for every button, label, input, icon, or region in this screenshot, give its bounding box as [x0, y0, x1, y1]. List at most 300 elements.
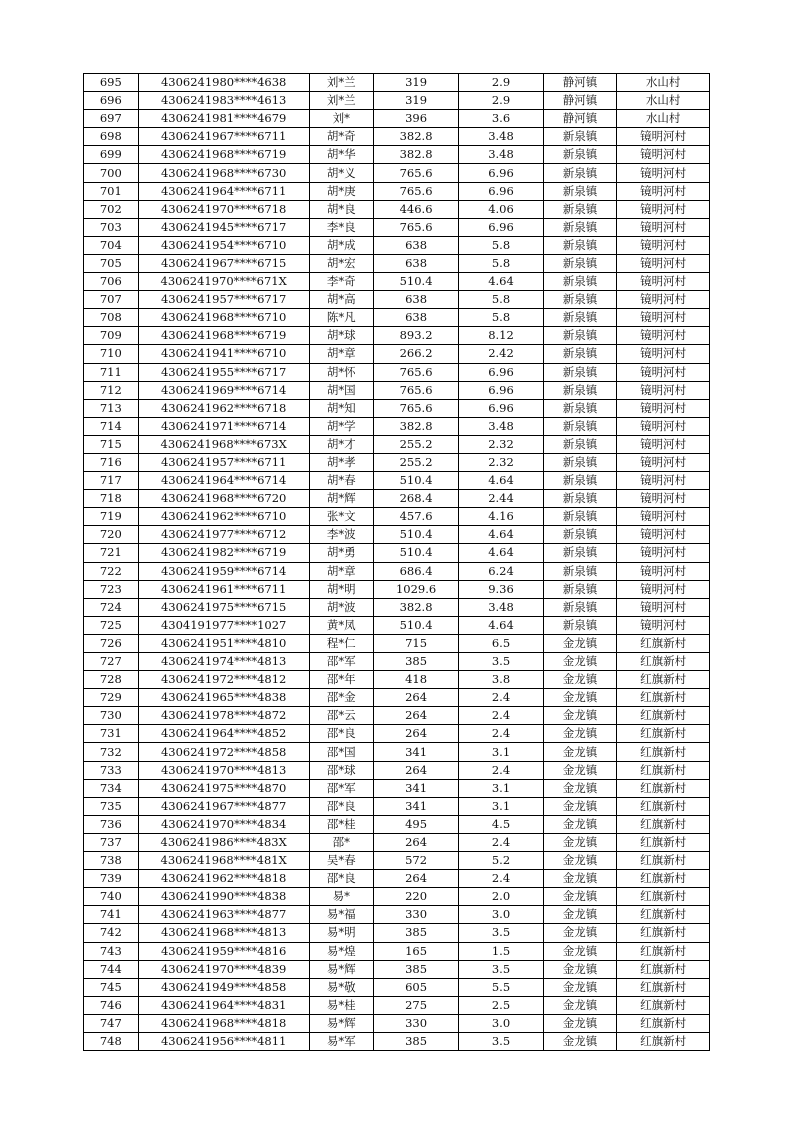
person-name-cell: 邵*金 — [309, 689, 373, 707]
person-name-cell: 邵*年 — [309, 671, 373, 689]
id-number-cell: 4306241967****6715 — [138, 254, 309, 272]
row-number-cell: 738 — [84, 852, 139, 870]
amount-cell: 275 — [373, 996, 459, 1014]
id-number-cell: 4306241975****6715 — [138, 598, 309, 616]
table-row — [84, 472, 710, 490]
id-number-cell: 4306241949****4858 — [138, 978, 309, 996]
data-table — [83, 73, 710, 1051]
village-cell: 红旗新村 — [617, 888, 710, 906]
person-name-cell: 李*波 — [309, 526, 373, 544]
amount-cell: 638 — [373, 309, 459, 327]
amount-cell: 385 — [373, 1032, 459, 1050]
area-cell: 2.4 — [459, 689, 543, 707]
village-cell: 红旗新村 — [617, 1032, 710, 1050]
amount-cell: 382.8 — [373, 128, 459, 146]
person-name-cell: 刘* — [309, 110, 373, 128]
table-row — [84, 888, 710, 906]
amount-cell: 765.6 — [373, 164, 459, 182]
area-cell: 2.4 — [459, 761, 543, 779]
id-number-cell: 4306241957****6717 — [138, 291, 309, 309]
town-cell: 静河镇 — [543, 110, 617, 128]
id-number-cell: 4306241986****483X — [138, 833, 309, 851]
amount-cell: 765.6 — [373, 218, 459, 236]
amount-cell: 446.6 — [373, 200, 459, 218]
area-cell: 1.5 — [459, 942, 543, 960]
table-row — [84, 598, 710, 616]
village-cell: 红旗新村 — [617, 942, 710, 960]
row-number-cell: 736 — [84, 815, 139, 833]
person-name-cell: 胡*成 — [309, 236, 373, 254]
id-number-cell: 4306241970****671X — [138, 273, 309, 291]
row-number-cell: 740 — [84, 888, 139, 906]
table-row — [84, 653, 710, 671]
id-number-cell: 4306241967****6711 — [138, 128, 309, 146]
town-cell: 新泉镇 — [543, 200, 617, 218]
id-number-cell: 4306241945****6717 — [138, 218, 309, 236]
town-cell: 金龙镇 — [543, 761, 617, 779]
amount-cell: 495 — [373, 815, 459, 833]
amount-cell: 264 — [373, 870, 459, 888]
town-cell: 新泉镇 — [543, 526, 617, 544]
table-row — [84, 526, 710, 544]
row-number-cell: 703 — [84, 218, 139, 236]
village-cell: 红旗新村 — [617, 797, 710, 815]
village-cell: 镜明河村 — [617, 435, 710, 453]
town-cell: 金龙镇 — [543, 833, 617, 851]
table-row — [84, 164, 710, 182]
area-cell: 5.5 — [459, 978, 543, 996]
village-cell: 镜明河村 — [617, 598, 710, 616]
person-name-cell: 胡*华 — [309, 146, 373, 164]
id-number-cell: 4306241956****4811 — [138, 1032, 309, 1050]
person-name-cell: 李*奇 — [309, 273, 373, 291]
village-cell: 镜明河村 — [617, 273, 710, 291]
area-cell: 6.96 — [459, 164, 543, 182]
amount-cell: 382.8 — [373, 417, 459, 435]
area-cell: 2.4 — [459, 870, 543, 888]
amount-cell: 765.6 — [373, 363, 459, 381]
amount-cell: 418 — [373, 671, 459, 689]
person-name-cell: 胡*章 — [309, 345, 373, 363]
town-cell: 新泉镇 — [543, 490, 617, 508]
row-number-cell: 723 — [84, 580, 139, 598]
row-number-cell: 716 — [84, 453, 139, 471]
village-cell: 镜明河村 — [617, 544, 710, 562]
town-cell: 静河镇 — [543, 92, 617, 110]
area-cell: 3.8 — [459, 671, 543, 689]
village-cell: 镜明河村 — [617, 309, 710, 327]
amount-cell: 510.4 — [373, 616, 459, 634]
town-cell: 新泉镇 — [543, 146, 617, 164]
table-row — [84, 634, 710, 652]
amount-cell: 264 — [373, 725, 459, 743]
amount-cell: 638 — [373, 236, 459, 254]
id-number-cell: 4306241970****4813 — [138, 761, 309, 779]
row-number-cell: 721 — [84, 544, 139, 562]
area-cell: 6.96 — [459, 381, 543, 399]
town-cell: 金龙镇 — [543, 797, 617, 815]
id-number-cell: 4306241972****4812 — [138, 671, 309, 689]
person-name-cell: 黄*凤 — [309, 616, 373, 634]
village-cell: 水山村 — [617, 92, 710, 110]
area-cell: 2.9 — [459, 92, 543, 110]
amount-cell: 264 — [373, 761, 459, 779]
town-cell: 静河镇 — [543, 74, 617, 92]
area-cell: 2.42 — [459, 345, 543, 363]
area-cell: 5.8 — [459, 236, 543, 254]
area-cell: 2.5 — [459, 996, 543, 1014]
row-number-cell: 742 — [84, 924, 139, 942]
area-cell: 3.0 — [459, 1014, 543, 1032]
town-cell: 新泉镇 — [543, 218, 617, 236]
amount-cell: 330 — [373, 906, 459, 924]
id-number-cell: 4306241968****4813 — [138, 924, 309, 942]
village-cell: 镜明河村 — [617, 562, 710, 580]
table-row — [84, 996, 710, 1014]
area-cell: 3.0 — [459, 906, 543, 924]
id-number-cell: 4306241961****6711 — [138, 580, 309, 598]
id-number-cell: 4306241964****4852 — [138, 725, 309, 743]
table-row — [84, 363, 710, 381]
person-name-cell: 胡*宏 — [309, 254, 373, 272]
person-name-cell: 李*良 — [309, 218, 373, 236]
id-number-cell: 4306241971****6714 — [138, 417, 309, 435]
village-cell: 镜明河村 — [617, 508, 710, 526]
area-cell: 2.44 — [459, 490, 543, 508]
row-number-cell: 707 — [84, 291, 139, 309]
id-number-cell: 4306241964****4831 — [138, 996, 309, 1014]
person-name-cell: 胡*明 — [309, 580, 373, 598]
area-cell: 5.8 — [459, 254, 543, 272]
table-row — [84, 381, 710, 399]
id-number-cell: 4306241974****4813 — [138, 653, 309, 671]
id-number-cell: 4304191977****1027 — [138, 616, 309, 634]
person-name-cell: 邵*良 — [309, 725, 373, 743]
village-cell: 镜明河村 — [617, 327, 710, 345]
village-cell: 红旗新村 — [617, 761, 710, 779]
id-number-cell: 4306241968****673X — [138, 435, 309, 453]
person-name-cell: 胡*义 — [309, 164, 373, 182]
person-name-cell: 邵*桂 — [309, 815, 373, 833]
row-number-cell: 743 — [84, 942, 139, 960]
town-cell: 新泉镇 — [543, 164, 617, 182]
person-name-cell: 邵*良 — [309, 797, 373, 815]
village-cell: 红旗新村 — [617, 833, 710, 851]
area-cell: 6.96 — [459, 399, 543, 417]
amount-cell: 266.2 — [373, 345, 459, 363]
town-cell: 新泉镇 — [543, 236, 617, 254]
table-row — [84, 960, 710, 978]
id-number-cell: 4306241951****4810 — [138, 634, 309, 652]
amount-cell: 382.8 — [373, 598, 459, 616]
town-cell: 金龙镇 — [543, 815, 617, 833]
id-number-cell: 4306241968****6730 — [138, 164, 309, 182]
table-row — [84, 508, 710, 526]
person-name-cell: 邵*军 — [309, 653, 373, 671]
person-name-cell: 胡*奇 — [309, 128, 373, 146]
table-row — [84, 725, 710, 743]
row-number-cell: 731 — [84, 725, 139, 743]
village-cell: 红旗新村 — [617, 870, 710, 888]
area-cell: 3.48 — [459, 598, 543, 616]
amount-cell: 396 — [373, 110, 459, 128]
town-cell: 新泉镇 — [543, 273, 617, 291]
row-number-cell: 712 — [84, 381, 139, 399]
row-number-cell: 700 — [84, 164, 139, 182]
row-number-cell: 696 — [84, 92, 139, 110]
table-row — [84, 779, 710, 797]
amount-cell: 382.8 — [373, 146, 459, 164]
id-number-cell: 4306241965****4838 — [138, 689, 309, 707]
village-cell: 红旗新村 — [617, 671, 710, 689]
person-name-cell: 胡*章 — [309, 562, 373, 580]
id-number-cell: 4306241970****4834 — [138, 815, 309, 833]
person-name-cell: 易*明 — [309, 924, 373, 942]
town-cell: 新泉镇 — [543, 381, 617, 399]
area-cell: 2.0 — [459, 888, 543, 906]
amount-cell: 385 — [373, 653, 459, 671]
amount-cell: 165 — [373, 942, 459, 960]
amount-cell: 255.2 — [373, 453, 459, 471]
amount-cell: 341 — [373, 779, 459, 797]
row-number-cell: 746 — [84, 996, 139, 1014]
amount-cell: 330 — [373, 1014, 459, 1032]
row-number-cell: 706 — [84, 273, 139, 291]
village-cell: 镜明河村 — [617, 146, 710, 164]
amount-cell: 510.4 — [373, 273, 459, 291]
village-cell: 红旗新村 — [617, 653, 710, 671]
amount-cell: 893.2 — [373, 327, 459, 345]
person-name-cell: 陈*凡 — [309, 309, 373, 327]
person-name-cell: 胡*勇 — [309, 544, 373, 562]
town-cell: 新泉镇 — [543, 291, 617, 309]
village-cell: 镜明河村 — [617, 345, 710, 363]
area-cell: 6.24 — [459, 562, 543, 580]
town-cell: 金龙镇 — [543, 707, 617, 725]
person-name-cell: 易*桂 — [309, 996, 373, 1014]
area-cell: 3.1 — [459, 743, 543, 761]
village-cell: 红旗新村 — [617, 725, 710, 743]
town-cell: 金龙镇 — [543, 852, 617, 870]
row-number-cell: 745 — [84, 978, 139, 996]
village-cell: 镜明河村 — [617, 218, 710, 236]
village-cell: 红旗新村 — [617, 996, 710, 1014]
id-number-cell: 4306241968****6719 — [138, 327, 309, 345]
table-row — [84, 200, 710, 218]
amount-cell: 264 — [373, 833, 459, 851]
town-cell: 新泉镇 — [543, 435, 617, 453]
village-cell: 镜明河村 — [617, 236, 710, 254]
row-number-cell: 744 — [84, 960, 139, 978]
id-number-cell: 4306241954****6710 — [138, 236, 309, 254]
town-cell: 金龙镇 — [543, 906, 617, 924]
person-name-cell: 胡*球 — [309, 327, 373, 345]
area-cell: 2.4 — [459, 707, 543, 725]
id-number-cell: 4306241964****6714 — [138, 472, 309, 490]
village-cell: 红旗新村 — [617, 779, 710, 797]
area-cell: 3.48 — [459, 146, 543, 164]
row-number-cell: 730 — [84, 707, 139, 725]
row-number-cell: 739 — [84, 870, 139, 888]
village-cell: 镜明河村 — [617, 417, 710, 435]
area-cell: 3.5 — [459, 1032, 543, 1050]
amount-cell: 268.4 — [373, 490, 459, 508]
row-number-cell: 695 — [84, 74, 139, 92]
town-cell: 金龙镇 — [543, 634, 617, 652]
row-number-cell: 704 — [84, 236, 139, 254]
row-number-cell: 728 — [84, 671, 139, 689]
person-name-cell: 邵*良 — [309, 870, 373, 888]
id-number-cell: 4306241968****6710 — [138, 309, 309, 327]
row-number-cell: 705 — [84, 254, 139, 272]
table-body — [84, 74, 710, 1051]
amount-cell: 638 — [373, 291, 459, 309]
amount-cell: 572 — [373, 852, 459, 870]
area-cell: 3.5 — [459, 960, 543, 978]
id-number-cell: 4306241963****4877 — [138, 906, 309, 924]
table-row — [84, 815, 710, 833]
table-row — [84, 327, 710, 345]
village-cell: 镜明河村 — [617, 472, 710, 490]
table-row — [84, 345, 710, 363]
table-row — [84, 92, 710, 110]
area-cell: 4.64 — [459, 472, 543, 490]
person-name-cell: 胡*怀 — [309, 363, 373, 381]
amount-cell: 341 — [373, 797, 459, 815]
table-row — [84, 616, 710, 634]
amount-cell: 319 — [373, 92, 459, 110]
town-cell: 金龙镇 — [543, 960, 617, 978]
id-number-cell: 4306241967****4877 — [138, 797, 309, 815]
village-cell: 镜明河村 — [617, 254, 710, 272]
table-row — [84, 978, 710, 996]
area-cell: 6.96 — [459, 363, 543, 381]
village-cell: 红旗新村 — [617, 1014, 710, 1032]
amount-cell: 1029.6 — [373, 580, 459, 598]
row-number-cell: 710 — [84, 345, 139, 363]
id-number-cell: 4306241968****481X — [138, 852, 309, 870]
person-name-cell: 张*文 — [309, 508, 373, 526]
town-cell: 金龙镇 — [543, 779, 617, 797]
village-cell: 镜明河村 — [617, 381, 710, 399]
area-cell: 6.5 — [459, 634, 543, 652]
table-row — [84, 852, 710, 870]
id-number-cell: 4306241964****6711 — [138, 182, 309, 200]
id-number-cell: 4306241968****6720 — [138, 490, 309, 508]
village-cell: 镜明河村 — [617, 363, 710, 381]
id-number-cell: 4306241981****4679 — [138, 110, 309, 128]
id-number-cell: 4306241970****4839 — [138, 960, 309, 978]
village-cell: 镜明河村 — [617, 182, 710, 200]
id-number-cell: 4306241955****6717 — [138, 363, 309, 381]
town-cell: 新泉镇 — [543, 508, 617, 526]
id-number-cell: 4306241968****6719 — [138, 146, 309, 164]
person-name-cell: 胡*孝 — [309, 453, 373, 471]
person-name-cell: 邵*国 — [309, 743, 373, 761]
person-name-cell: 易*辉 — [309, 1014, 373, 1032]
village-cell: 红旗新村 — [617, 707, 710, 725]
table-row — [84, 1032, 710, 1050]
amount-cell: 220 — [373, 888, 459, 906]
village-cell: 镜明河村 — [617, 291, 710, 309]
village-cell: 水山村 — [617, 110, 710, 128]
person-name-cell: 胡*高 — [309, 291, 373, 309]
table-row — [84, 761, 710, 779]
person-name-cell: 邵*云 — [309, 707, 373, 725]
row-number-cell: 701 — [84, 182, 139, 200]
town-cell: 新泉镇 — [543, 345, 617, 363]
town-cell: 新泉镇 — [543, 327, 617, 345]
amount-cell: 341 — [373, 743, 459, 761]
area-cell: 3.5 — [459, 924, 543, 942]
id-number-cell: 4306241962****6710 — [138, 508, 309, 526]
town-cell: 金龙镇 — [543, 888, 617, 906]
table-row — [84, 671, 710, 689]
amount-cell: 385 — [373, 960, 459, 978]
amount-cell: 605 — [373, 978, 459, 996]
id-number-cell: 4306241968****4818 — [138, 1014, 309, 1032]
person-name-cell: 胡*知 — [309, 399, 373, 417]
village-cell: 镜明河村 — [617, 580, 710, 598]
village-cell: 镜明河村 — [617, 164, 710, 182]
row-number-cell: 697 — [84, 110, 139, 128]
village-cell: 红旗新村 — [617, 960, 710, 978]
row-number-cell: 709 — [84, 327, 139, 345]
village-cell: 红旗新村 — [617, 852, 710, 870]
amount-cell: 319 — [373, 74, 459, 92]
id-number-cell: 4306241978****4872 — [138, 707, 309, 725]
table-row — [84, 435, 710, 453]
id-number-cell: 4306241983****4613 — [138, 92, 309, 110]
row-number-cell: 715 — [84, 435, 139, 453]
table-row — [84, 544, 710, 562]
id-number-cell: 4306241959****4816 — [138, 942, 309, 960]
person-name-cell: 易*军 — [309, 1032, 373, 1050]
table-row — [84, 743, 710, 761]
table-row — [84, 906, 710, 924]
village-cell: 镜明河村 — [617, 128, 710, 146]
town-cell: 金龙镇 — [543, 671, 617, 689]
town-cell: 金龙镇 — [543, 653, 617, 671]
table-row — [84, 182, 710, 200]
area-cell: 6.96 — [459, 182, 543, 200]
person-name-cell: 易*福 — [309, 906, 373, 924]
row-number-cell: 737 — [84, 833, 139, 851]
area-cell: 8.12 — [459, 327, 543, 345]
area-cell: 4.64 — [459, 616, 543, 634]
person-name-cell: 邵* — [309, 833, 373, 851]
amount-cell: 765.6 — [373, 182, 459, 200]
row-number-cell: 732 — [84, 743, 139, 761]
area-cell: 2.32 — [459, 453, 543, 471]
id-number-cell: 4306241969****6714 — [138, 381, 309, 399]
id-number-cell: 4306241980****4638 — [138, 74, 309, 92]
town-cell: 新泉镇 — [543, 128, 617, 146]
village-cell: 红旗新村 — [617, 924, 710, 942]
person-name-cell: 胡*良 — [309, 200, 373, 218]
table-row — [84, 218, 710, 236]
id-number-cell: 4306241990****4838 — [138, 888, 309, 906]
area-cell: 9.36 — [459, 580, 543, 598]
row-number-cell: 734 — [84, 779, 139, 797]
area-cell: 3.48 — [459, 128, 543, 146]
amount-cell: 457.6 — [373, 508, 459, 526]
person-name-cell: 易* — [309, 888, 373, 906]
table-row — [84, 689, 710, 707]
table-row — [84, 924, 710, 942]
person-name-cell: 易*煌 — [309, 942, 373, 960]
table-row — [84, 562, 710, 580]
